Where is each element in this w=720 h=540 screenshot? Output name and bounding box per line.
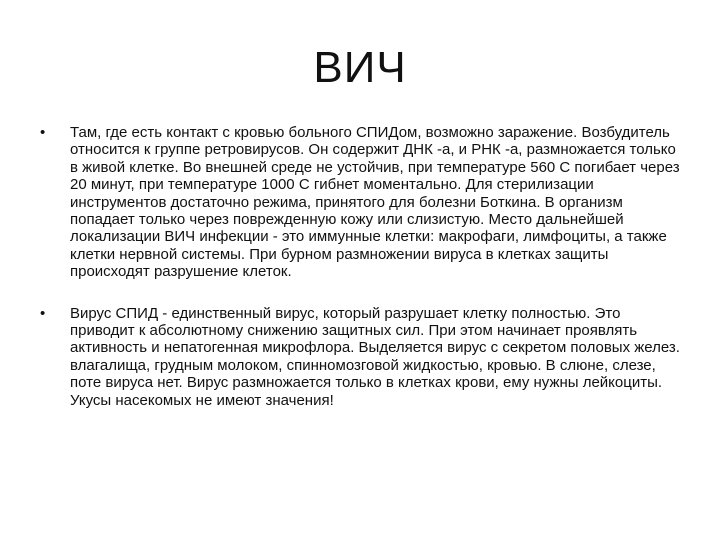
bullet-text: Там, где есть контакт с кровью больного СПИДом, возможно заражение. Возбудитель относится к группе ретровирусов. Он содержит ДНК -а, и РНК -а, размножается только в живой клетке. Во внешней среде не устойчив, при температуре 560 С погибает через 20 минут, при температуре 1000 С гибнет моментально. Для стерилизации инструментов достаточно режима, принятого для болезни Боткина. В организм попадает только через поврежденную кожу или слизистую. Место дальнейшей локализации ВИЧ инфекции - это иммунные клетки: макрофаги, лимфоциты, а также клетки нервной системы. При бурном размножении вируса в клетках защиты происходят разрушение клеток. [70,124,680,281]
bullet-item [36,124,686,281]
bullet-text: Вирус СПИД - единственный вирус, который разрушает клетку полностью. Это приводит к абсолютному снижению защитных сил. При этом начинает проявлять активность и непатогенная микрофлора. Выделяется вирус с секретом половых желез. влагалища, грудным молоком, спинномозговой жидкостью, кровью. В слюне, слезе, поте вируса нет. Вирус размножается только в клетках крови, ему нужны лейкоциты. Укусы насекомых не имеют значения! [70,304,680,409]
slide-body [36,124,686,433]
bullet-item [36,305,686,409]
slide-title: ВИЧ [313,43,407,92]
bullet-dot-icon: • [40,124,46,141]
bullet-dot-icon: • [40,304,46,322]
